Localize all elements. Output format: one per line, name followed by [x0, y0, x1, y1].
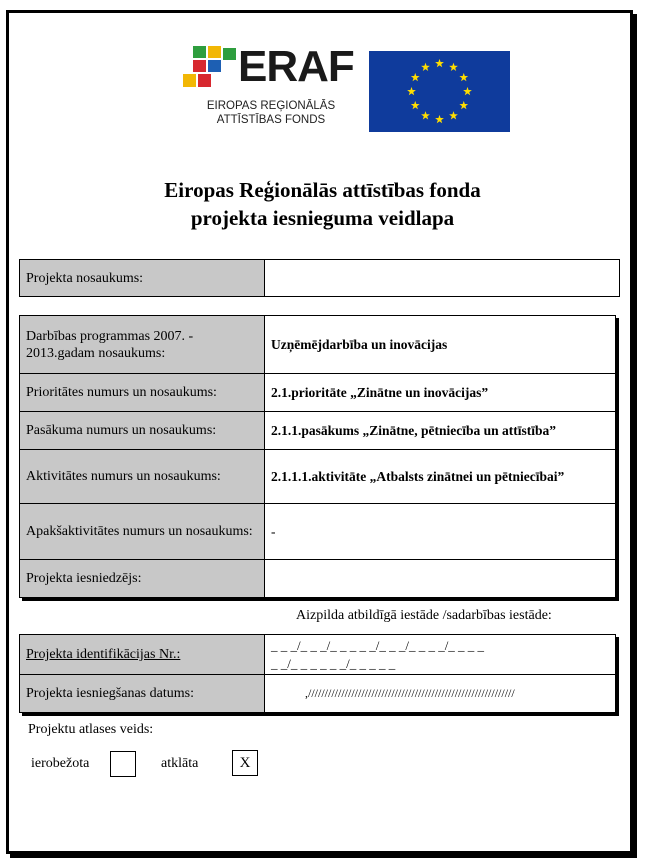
page-title: [20, 176, 625, 232]
applicant-label: Projekta iesniedzējs:: [20, 560, 265, 598]
activity-value[interactable]: 2.1.1.1.aktivitāte „Atbalsts zinātnei un pētniecībai”: [265, 450, 616, 504]
program-label: Darbības programmas 2007. - 2013.gadam nosaukums:: [20, 316, 265, 374]
table-row: [20, 450, 616, 504]
table-row: [20, 560, 616, 598]
title-line2: projekta iesnieguma veidlapa: [190, 206, 455, 230]
limited-checkbox[interactable]: [110, 751, 136, 777]
table-row: [20, 504, 616, 560]
table-row: [20, 412, 616, 450]
institution-note: Aizpilda atbildīgā iestāde /sadarbības iestāde:: [296, 608, 552, 623]
eraf-subtitle: [196, 99, 346, 127]
subactivity-label: Apakšaktivitātes numurs un nosaukums:: [20, 504, 265, 560]
project-name-label: Projekta nosaukums:: [20, 260, 265, 297]
table-row: [20, 675, 616, 713]
program-value[interactable]: Uzņēmējdarbība un inovācijas: [265, 316, 616, 374]
project-name-field[interactable]: [265, 260, 620, 297]
project-id-label: Projekta identifikācijas Nr.:: [26, 647, 181, 662]
priority-label: Prioritātes numurs un nosaukums:: [20, 374, 265, 412]
eraf-logo-mark: [183, 46, 239, 90]
measure-value[interactable]: 2.1.1.pasākums „Zinātne, pētniecība un attīstība”: [265, 412, 616, 450]
title-line1: Eiropas Reģionālās attīstības fonda: [164, 178, 481, 202]
open-checkbox[interactable]: X: [232, 750, 258, 776]
applicant-field[interactable]: [265, 560, 616, 598]
project-name-table: [19, 259, 620, 297]
table-row: [20, 374, 616, 412]
option-limited-label: ierobežota: [31, 756, 90, 771]
submission-date-field[interactable]: ,//////////////////////////////////////////////////////////////: [265, 675, 616, 713]
table-row: [20, 635, 616, 675]
program-table: [19, 315, 616, 598]
table-row: [20, 316, 616, 374]
activity-label: Aktivitātes numurs un nosaukums:: [20, 450, 265, 504]
project-id-field[interactable]: [265, 635, 616, 675]
selection-label: Projektu atlases veids:: [28, 722, 154, 737]
eu-flag-icon: [369, 51, 510, 132]
subactivity-value[interactable]: -: [265, 504, 616, 560]
project-id-line2: _ _/_ _ _ _ _ _/_ _ _ _ _: [271, 655, 396, 671]
project-id-line1: _ _ _/_ _ _/_ _ _ _ _/_ _ _/_ _ _ _/_ _ _ _: [271, 637, 485, 653]
project-id-cell: [20, 635, 265, 675]
id-table: [19, 634, 616, 713]
priority-value[interactable]: 2.1.prioritāte „Zinātne un inovācijas”: [265, 374, 616, 412]
eraf-subtitle-line1: EIROPAS REĢIONĀLĀS: [206, 100, 336, 112]
eraf-subtitle-line2: ATTĪSTĪBAS FONDS: [216, 114, 326, 126]
eraf-wordmark: ERAF: [238, 42, 354, 91]
measure-label: Pasākuma numurs un nosaukums:: [20, 412, 265, 450]
submission-date-label: Projekta iesniegšanas datums:: [20, 675, 265, 713]
option-open-label: atklāta: [161, 756, 199, 771]
